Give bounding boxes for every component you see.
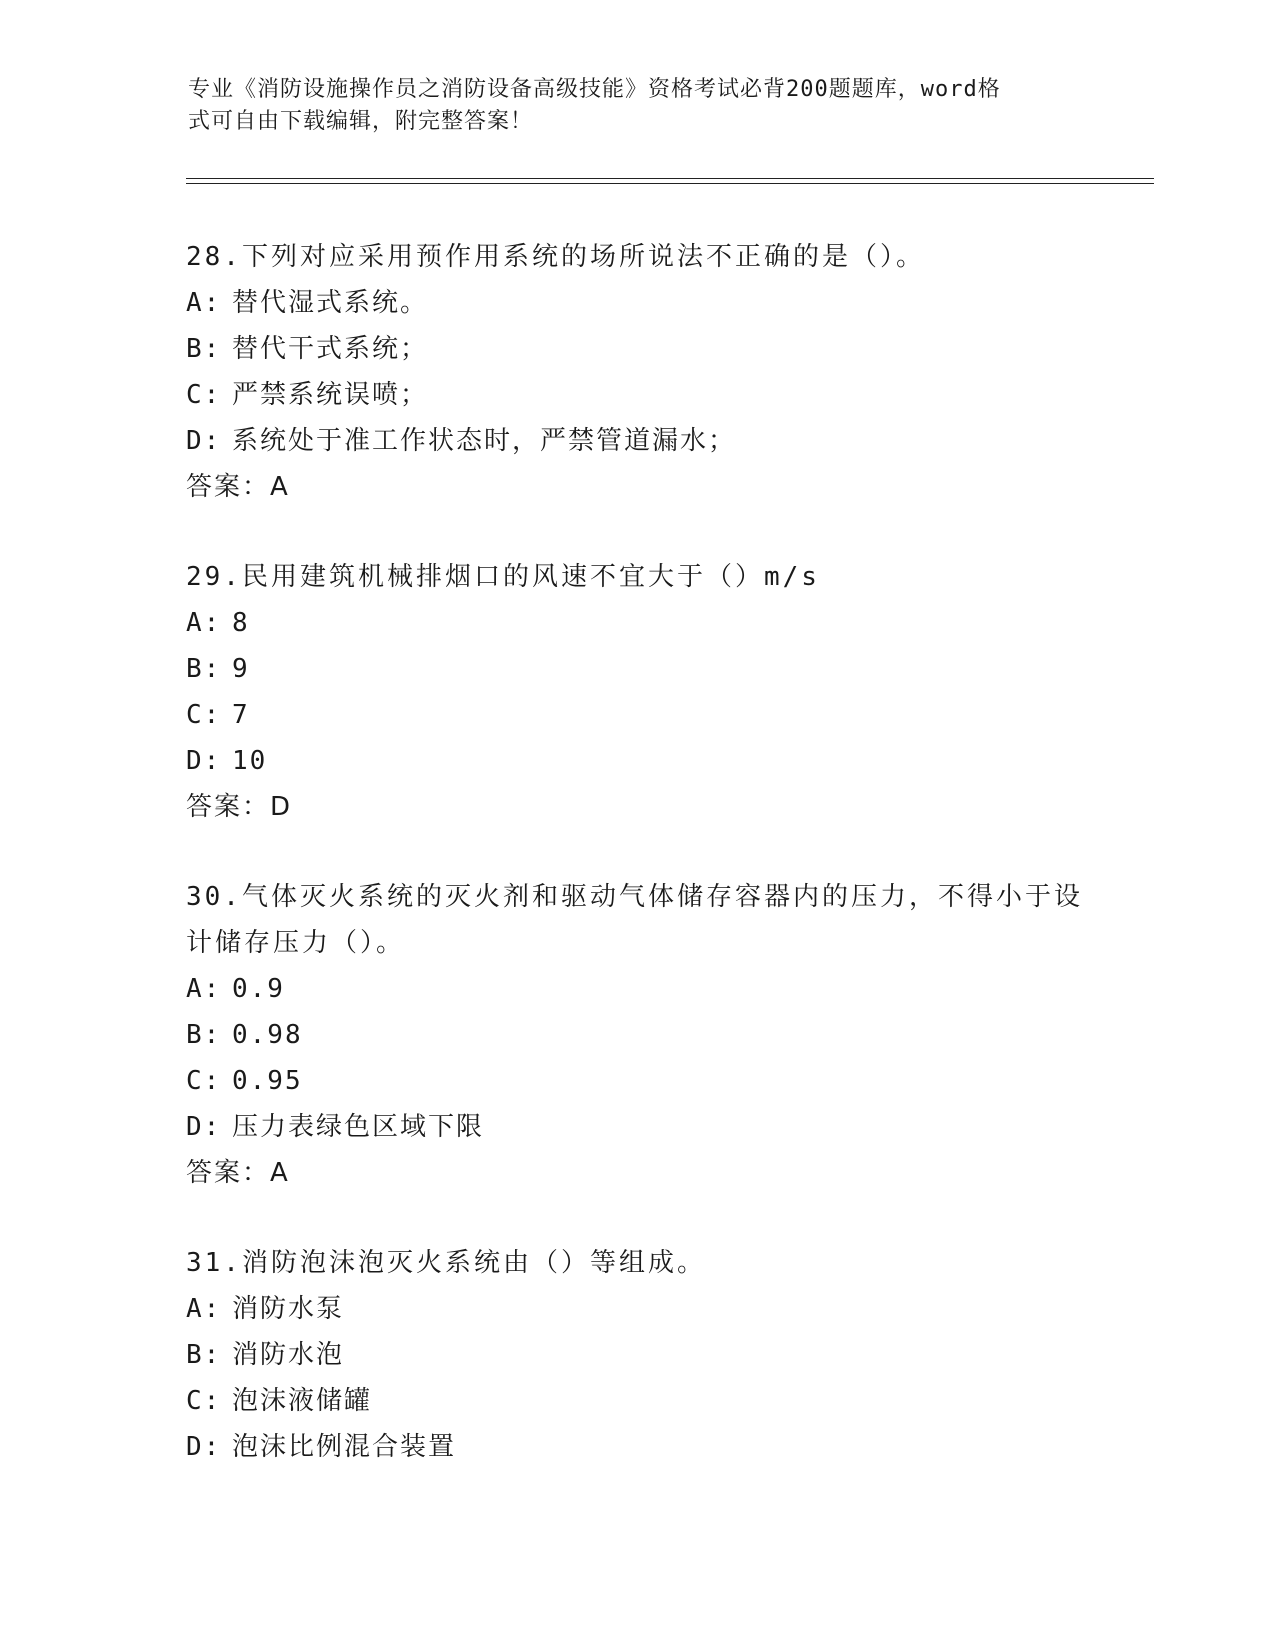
option-b xyxy=(186,326,1086,372)
option-key: B: xyxy=(186,334,222,364)
option-text: 消防水泵 xyxy=(232,1294,345,1324)
option-text: 系统处于准工作状态时，严禁管道漏水； xyxy=(232,426,737,456)
option-key: C: xyxy=(186,1066,222,1096)
option-text: 8 xyxy=(232,608,250,638)
header-line-2: 式可自由下载编辑，附完整答案！ xyxy=(188,109,534,134)
option-a xyxy=(186,600,1086,646)
option-d xyxy=(186,1104,1086,1150)
option-key: D: xyxy=(186,746,222,776)
option-d xyxy=(186,418,1086,464)
option-text: 9 xyxy=(232,654,250,684)
option-d xyxy=(186,738,1086,784)
question-stem-continued: 计储存压力（）。 xyxy=(186,928,406,958)
answer-line: 答案：D xyxy=(186,792,293,822)
option-key: D: xyxy=(186,1432,222,1462)
option-key: B: xyxy=(186,1020,222,1050)
option-key: B: xyxy=(186,1340,222,1370)
option-c xyxy=(186,692,1086,738)
option-key: A: xyxy=(186,974,222,1004)
question-stem: 28.下列对应采用预作用系统的场所说法不正确的是（）。 xyxy=(186,242,925,272)
option-a xyxy=(186,966,1086,1012)
question-29 xyxy=(186,554,1086,830)
option-text: 10 xyxy=(232,746,268,776)
option-text: 0.95 xyxy=(232,1066,303,1096)
answer-line: 答案：A xyxy=(186,472,290,502)
option-key: C: xyxy=(186,700,222,730)
option-key: B: xyxy=(186,654,222,684)
option-key: A: xyxy=(186,1294,222,1324)
question-stem: 30.气体灭火系统的灭火剂和驱动气体储存容器内的压力，不得小于设 xyxy=(186,882,1083,912)
question-31 xyxy=(186,1240,1086,1470)
header-divider-bottom xyxy=(186,183,1154,184)
question-list xyxy=(186,234,1086,1514)
option-key: A: xyxy=(186,288,222,318)
answer-line: 答案：A xyxy=(186,1158,290,1188)
option-c xyxy=(186,1378,1086,1424)
option-b xyxy=(186,646,1086,692)
option-text: 7 xyxy=(232,700,250,730)
option-text: 0.98 xyxy=(232,1020,303,1050)
option-b xyxy=(186,1012,1086,1058)
option-c xyxy=(186,1058,1086,1104)
question-stem: 31.消防泡沫泡灭火系统由（）等组成。 xyxy=(186,1248,706,1278)
option-text: 压力表绿色区域下限 xyxy=(232,1112,485,1142)
option-key: C: xyxy=(186,1386,222,1416)
option-text: 消防水泡 xyxy=(232,1340,345,1370)
option-text: 泡沫液储罐 xyxy=(232,1386,373,1416)
question-stem: 29.民用建筑机械排烟口的风速不宜大于（）m/s xyxy=(186,562,820,592)
header-line-1: 专业《消防设施操作员之消防设备高级技能》资格考试必背200题题库，word格 xyxy=(188,77,1001,102)
option-b xyxy=(186,1332,1086,1378)
option-a xyxy=(186,280,1086,326)
option-text: 替代干式系统； xyxy=(232,334,429,364)
option-c xyxy=(186,372,1086,418)
option-text: 严禁系统误喷； xyxy=(232,380,429,410)
document-header xyxy=(188,74,1088,138)
option-a xyxy=(186,1286,1086,1332)
option-key: C: xyxy=(186,380,222,410)
option-text: 泡沫比例混合装置 xyxy=(232,1432,457,1462)
option-key: D: xyxy=(186,426,222,456)
option-text: 替代湿式系统。 xyxy=(232,288,429,318)
question-30 xyxy=(186,874,1086,1196)
option-text: 0.9 xyxy=(232,974,285,1004)
header-divider-top xyxy=(186,178,1154,179)
question-28 xyxy=(186,234,1086,510)
option-d xyxy=(186,1424,1086,1470)
option-key: D: xyxy=(186,1112,222,1142)
option-key: A: xyxy=(186,608,222,638)
